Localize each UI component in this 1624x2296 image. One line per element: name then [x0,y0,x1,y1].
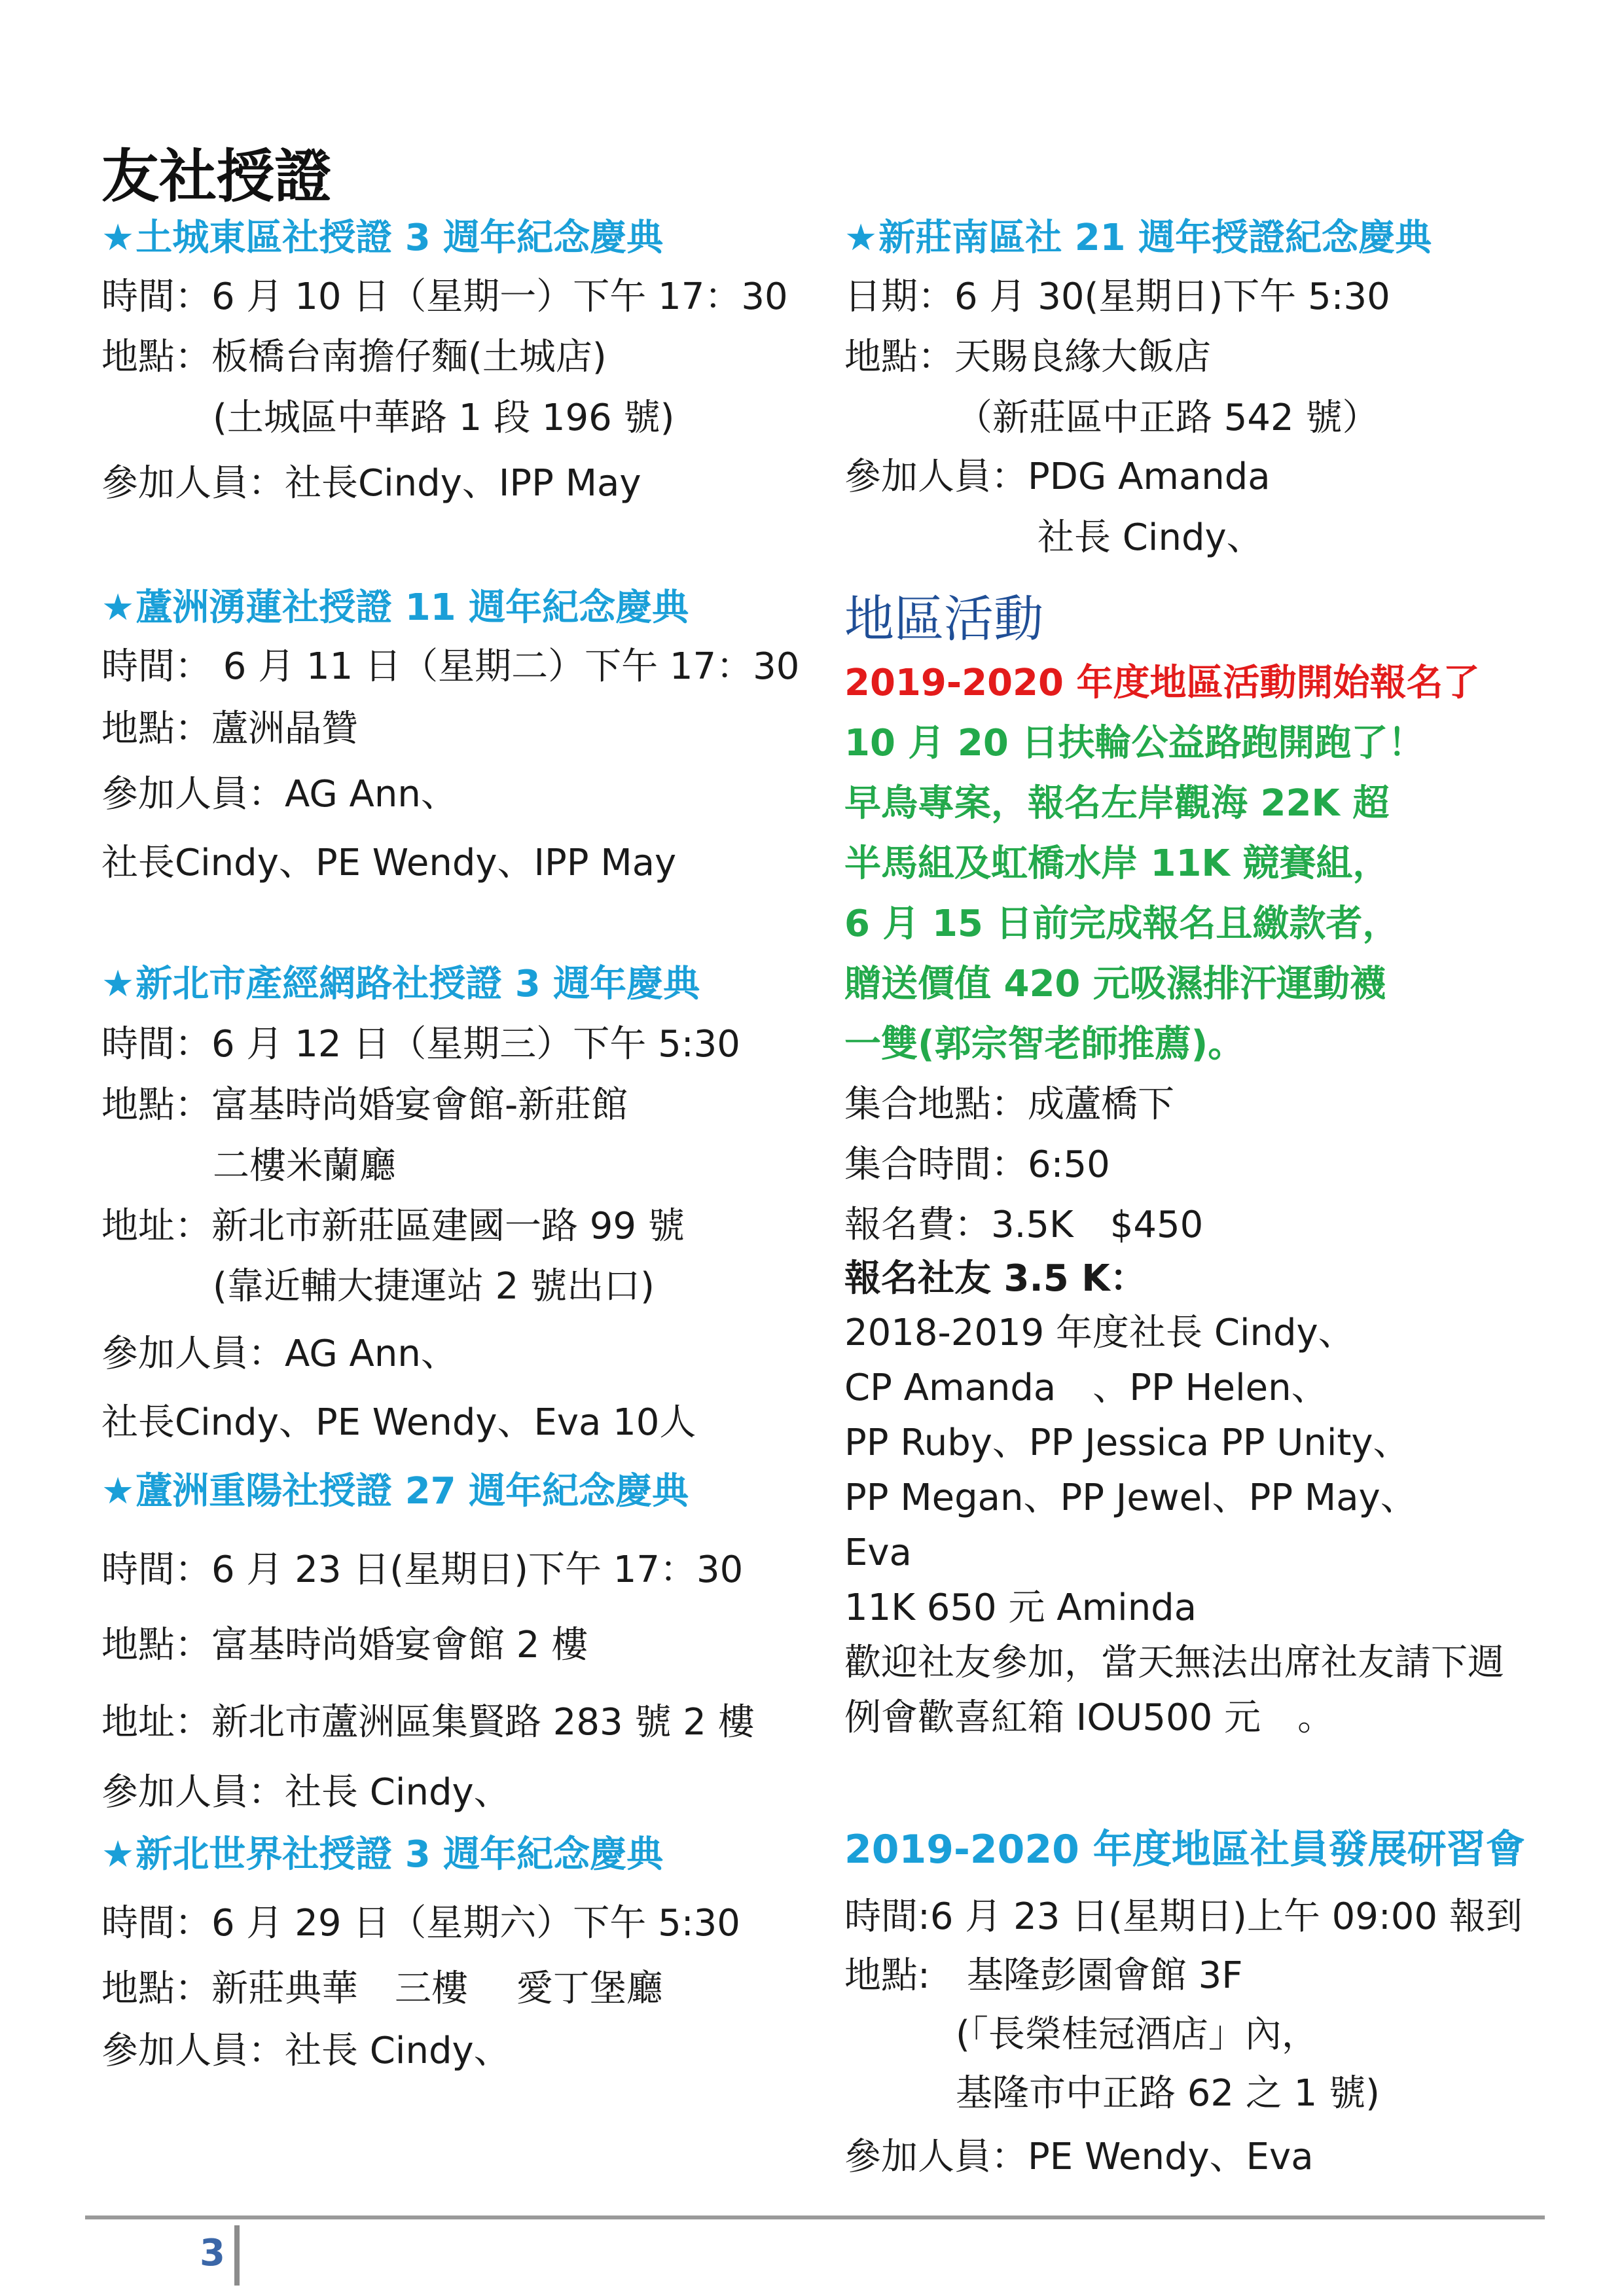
section-title-chanjing: ★新北市產經網路社授證 3 週年慶典 [101,963,700,1005]
yonglian-people: 參加人員：AG Ann、 [101,773,458,816]
run-line-3: 半馬組及虹橋水岸 11K 競賽組， [844,842,1390,885]
section-title-tucheng: ★土城東區社授證 3 週年紀念慶典 [101,217,664,259]
chanjing-people-2: 社長Cindy、PE Wendy、Eva 10人 [101,1401,696,1444]
star-icon: ★ [101,1833,135,1876]
footer-divider [85,2215,1545,2219]
tucheng-place-detail: (土城區中華路 1 段 196 號) [213,397,675,439]
shijie-place: 地點：新莊典華 三樓 愛丁堡廳 [101,1967,663,2010]
seminar-place: 地點: 基隆彭園會館 3F [844,1954,1243,1997]
run-line-1: 10 月 20 日扶輪公益路跑開跑了！ [844,722,1425,764]
member-line-2: CP Amanda 、PP Helen、 [844,1367,1328,1409]
star-icon: ★ [101,586,135,629]
tucheng-time: 時間：6 月 10 日（星期一）下午 17：30 [101,276,788,318]
district-signup-notice: 2019-2020 年度地區活動開始報名了 [844,662,1480,704]
meet-place: 集合地點：成蘆橋下 [844,1083,1174,1126]
run-line-6: 一雙(郭宗智老師推薦)。 [844,1023,1245,1066]
signup-fee: 報名費：3.5K $450 [844,1204,1204,1246]
seminar-place-detail: (「長榮桂冠酒店」內， [956,2013,1318,2056]
welcome-note-2: 例會歡喜紅箱 IOU500 元 。 [844,1696,1335,1739]
member-line-5: Eva [844,1532,912,1574]
welcome-note-1: 歡迎社友參加，當天無法出席社友請下週 [844,1641,1504,1684]
page-title: 友社授證 [101,143,333,210]
shijie-people: 參加人員：社長 Cindy、 [101,2030,511,2072]
run-line-4: 6 月 15 日前完成報名且繳款者， [844,903,1399,945]
k11-line: 11K 650 元 Aminda [844,1587,1197,1629]
run-line-2: 早鳥專案，報名左岸觀海 22K 超 [844,782,1390,825]
section-title-xinzhuang-south: ★新莊南區社 21 週年授證紀念慶典 [844,217,1432,259]
chanjing-place: 地點：富基時尚婚宴會館-新莊館 [101,1084,628,1126]
chongyang-place: 地點：富基時尚婚宴會館 2 樓 [101,1624,588,1666]
xinzhuang-date: 日期：6 月 30(星期日)下午 5:30 [844,276,1390,318]
yonglian-time: 時間： 6 月 11 日（星期二）下午 17：30 [101,645,800,688]
seminar-people: 參加人員：PE Wendy、Eva [844,2136,1314,2178]
seminar-time: 時間:6 月 23 日(星期日)上午 09:00 報到 [844,1895,1523,1938]
member-line-1: 2018-2019 年度社長 Cindy、 [844,1312,1355,1354]
member-line-3: PP Ruby、PP Jessica PP Unity、 [844,1422,1410,1464]
xinzhuang-people: 參加人員：PDG Amanda [844,456,1271,498]
shijie-time: 時間：6 月 29 日（星期六）下午 5:30 [101,1902,740,1945]
chanjing-people: 參加人員：AG Ann、 [101,1333,458,1375]
chongyang-address: 地址：新北市蘆洲區集賢路 283 號 2 樓 [101,1701,755,1744]
chanjing-address-detail: (靠近輔大捷運站 2 號出口) [213,1265,655,1308]
seminar-place-address: 基隆市中正路 62 之 1 號) [956,2072,1380,2115]
run-line-5: 贈送價值 420 元吸濕排汗運動襪 [844,963,1386,1005]
xinzhuang-place: 地點：天賜良緣大飯店 [844,336,1211,378]
xinzhuang-people-2: 社長 Cindy、 [1038,516,1263,559]
section-title-yonglian: ★蘆洲湧蓮社授證 11 週年紀念慶典 [101,586,689,629]
district-heading: 地區活動 [844,590,1043,648]
star-icon: ★ [101,1470,135,1513]
tucheng-place: 地點：板橋台南擔仔麵(土城店) [101,336,607,378]
chongyang-people: 參加人員：社長 Cindy、 [101,1771,511,1814]
yonglian-place: 地點：蘆洲晶贊 [101,708,358,750]
chanjing-time: 時間：6 月 12 日（星期三）下午 5:30 [101,1023,740,1066]
yonglian-people-2: 社長Cindy、PE Wendy、IPP May [101,842,677,884]
section-title-shijie: ★新北世界社授證 3 週年紀念慶典 [101,1833,664,1876]
page-number: 3 [200,2232,225,2274]
page-number-divider [234,2225,240,2286]
section-title-seminar: 2019-2020 年度地區社員發展研習會 [844,1827,1525,1873]
member-line-4: PP Megan、PP Jewel、PP May、 [844,1477,1417,1519]
chanjing-address: 地址：新北市新莊區建國一路 99 號 [101,1205,685,1247]
tucheng-people: 參加人員：社長Cindy、IPP May [101,462,641,505]
star-icon: ★ [844,217,878,259]
meet-time: 集合時間：6:50 [844,1143,1110,1186]
star-icon: ★ [101,217,135,259]
star-icon: ★ [101,963,135,1005]
members-heading: 報名社友 3.5 K： [844,1257,1147,1300]
section-title-chongyang: ★蘆洲重陽社授證 27 週年紀念慶典 [101,1470,689,1513]
chongyang-time: 時間：6 月 23 日(星期日)下午 17：30 [101,1549,744,1591]
xinzhuang-place-detail: （新莊區中正路 542 號） [956,397,1379,439]
chanjing-place-detail: 二樓米蘭廳 [213,1145,396,1187]
